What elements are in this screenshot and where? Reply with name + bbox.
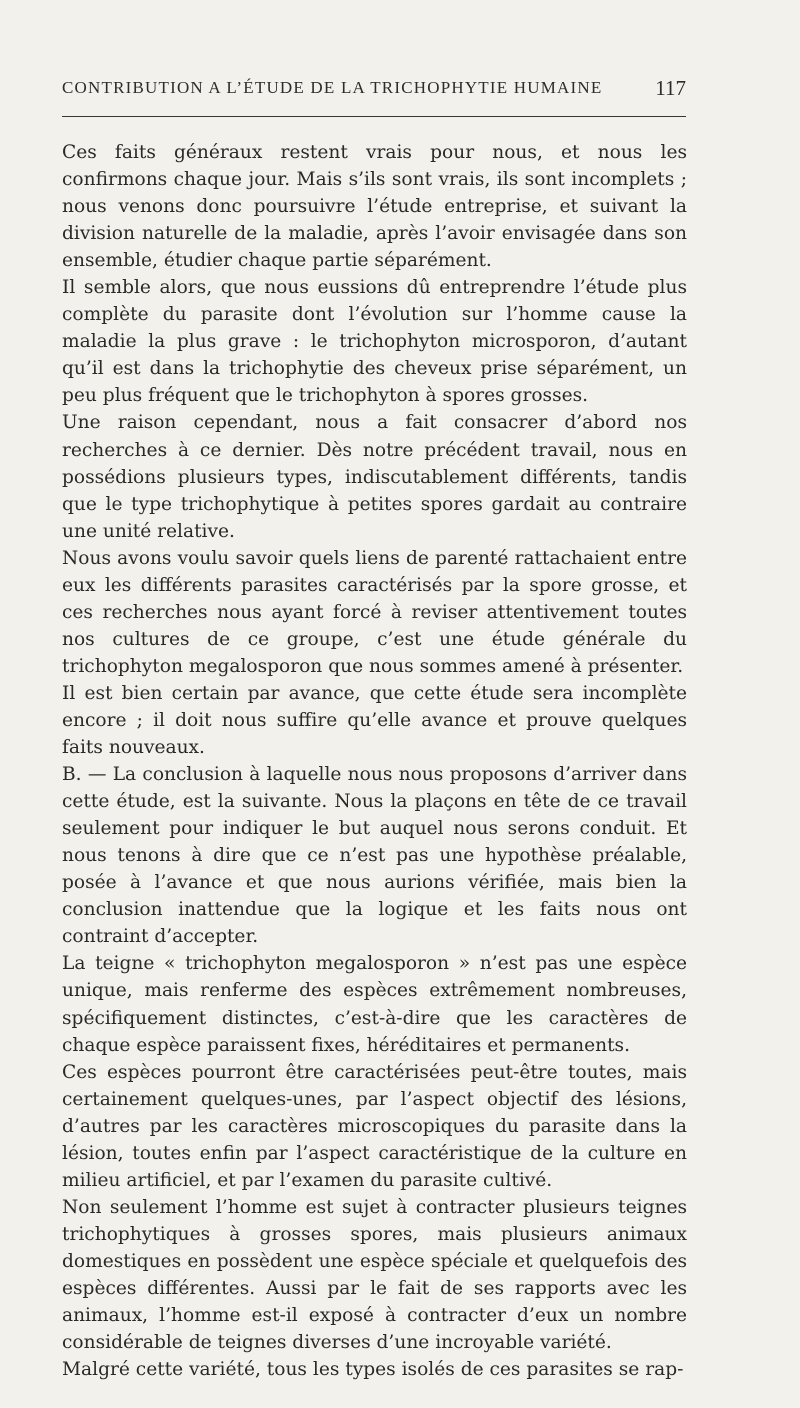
paragraph-7: La teigne « trichophyton megalosporon » n’est pas une espèce unique, mais renferme des espèces extrêmement nombreuses, spécifiquement distinctes, c’est-à-dire que les caractères de chaque espèce paraissent fixes, héréditaires et permanents. bbox=[62, 953, 687, 1056]
paragraph-8: Ces espèces pourront être caractérisées peut-être toutes, mais certainement quelques-unes, par l’aspect objectif des lésions, d’autres par les caractères microscopiques du parasite dans la lésion, toutes enfin par l’aspect caractéristique de la culture en milieu artificiel, et par l’examen du parasite cultivé. bbox=[62, 1061, 687, 1191]
paragraph-3: Une raison cependant, nous a fait consacrer d’abord nos recherches à ce dernier. Dès notre précédent travail, nous en possédions plusieurs types, indiscutablement différents, tandis que le type trichophytique à petites spores gardait au contraire une unité relative. bbox=[62, 412, 687, 542]
paragraph-9: Non seulement l’homme est sujet à contracter plusieurs teignes trichophytiques à grosses spores, mais plusieurs animaux domestiques en possèdent une espèce spéciale et quelquefois des espèces différentes. Aussi par le fait de ses rapports avec les animaux, l’homme est-il exposé à contracter d’eux un nombre considérable de teignes diverses d’une incroyable variété. bbox=[62, 1196, 687, 1354]
header-rule bbox=[62, 116, 686, 117]
paragraph-10: Malgré cette variété, tous les types isolés de ces parasites se rap- bbox=[62, 1359, 684, 1381]
paragraph-1: Ces faits généraux restent vrais pour nous, et nous les confirmons chaque jour. Mais s’ils sont vrais, ils sont incomplets ; nous venons donc poursuivre l’étude entreprise, et suivant la division naturelle de la maladie, après l’avoir envisagée dans son ensemble, étudier chaque partie séparément. bbox=[62, 142, 687, 272]
body-text bbox=[62, 139, 687, 1383]
paragraph-5: Il est bien certain par avance, que cette étude sera incomplète encore ; il doit nous suffire qu’elle avance et prouve quelques faits nouveaux. bbox=[62, 682, 687, 759]
paragraph-6: B. — La conclusion à laquelle nous nous proposons d’arriver dans cette étude, est la suivante. Nous la plaçons en tête de ce travail seulement pour indiquer le but auquel nous serons conduit. Et nous tenons à dire que ce n’est pas une hypothèse préalable, posée à l’avance et que nous aurions vérifiée, mais bien la conclusion inattendue que la logique et les faits nous ont contraint d’accepter. bbox=[62, 764, 687, 948]
running-title: CONTRIBUTION A L’ÉTUDE DE LA TRICHOPHYTIE HUMAINE bbox=[62, 78, 603, 97]
paragraph-2: Il semble alors, que nous eussions dû entreprendre l’étude plus complète du parasite dont l’évolution sur l’homme cause la maladie la plus grave : le trichophyton microsporon, d’autant qu’il est dans la trichophytie des cheveux prise séparément, un peu plus fréquent que le trichophyton à spores grosses. bbox=[62, 277, 687, 407]
page-number: 117 bbox=[655, 76, 686, 100]
paragraph-4: Nous avons voulu savoir quels liens de parenté rattachaient entre eux les différents parasites caractérisés par la spore grosse, et ces recherches nous ayant forcé à reviser attentivement toutes nos cultures de ce groupe, c’est une étude générale du trichophyton megalosporon que nous sommes amené à présenter. bbox=[62, 547, 687, 677]
running-head bbox=[62, 76, 686, 106]
